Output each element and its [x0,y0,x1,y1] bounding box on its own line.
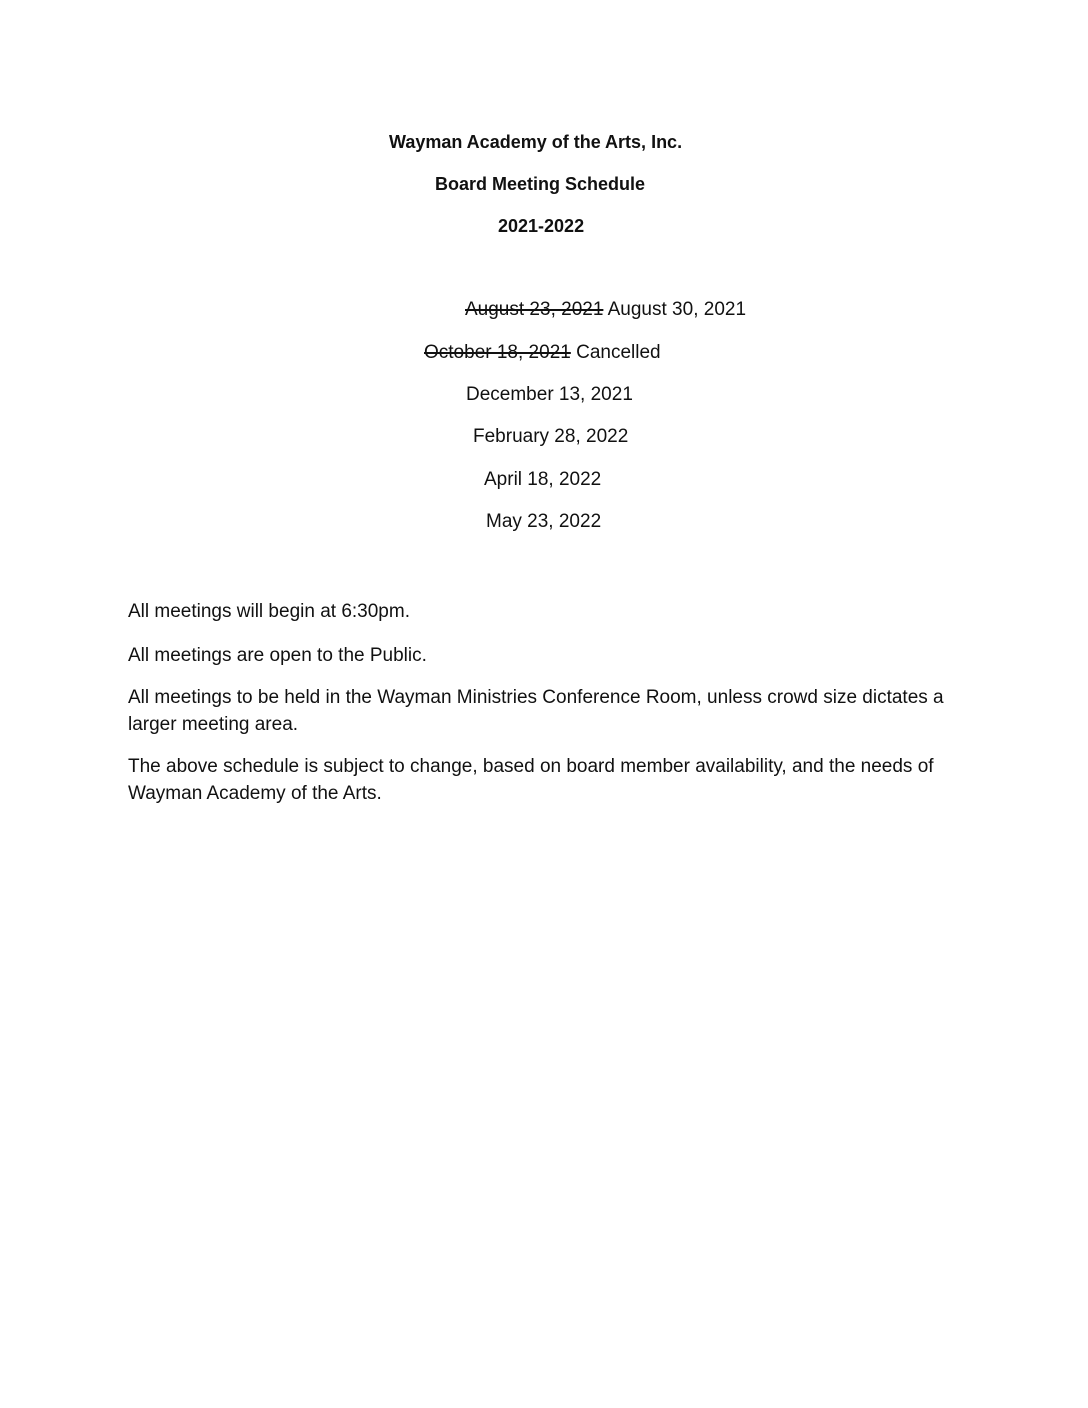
schedule-item [465,297,746,323]
current-date: Cancelled [576,342,661,363]
school-year: 2021-2022 [498,216,585,236]
note-public: All meetings are open to the Public. [128,645,427,666]
schedule-item [486,509,601,535]
schedule-item [473,424,628,450]
document-title: Wayman Academy of the Arts, Inc. [389,132,683,152]
current-date: May 23, 2022 [486,511,602,532]
note-location: All meetings to be held in the Wayman Ministries Conference Room, unless crowd size dictates a larger meeting area. [128,687,944,735]
current-date: December 13, 2021 [466,384,633,405]
struck-date: October 18, 2021 [424,342,571,363]
schedule-item [424,340,661,366]
struck-date: August 23, 2021 [465,299,604,320]
current-date: August 30, 2021 [607,299,747,320]
current-date: April 18, 2022 [484,469,602,490]
note-subject-to-change: The above schedule is subject to change, based on board member availability, and the needs of Wayman Academy of the Arts. [128,756,934,804]
schedule-item [484,467,601,493]
schedule-item [466,382,633,408]
document-subtitle: Board Meeting Schedule [435,174,646,194]
current-date: February 28, 2022 [473,426,629,447]
note-start-time: All meetings will begin at 6:30pm. [128,601,410,622]
